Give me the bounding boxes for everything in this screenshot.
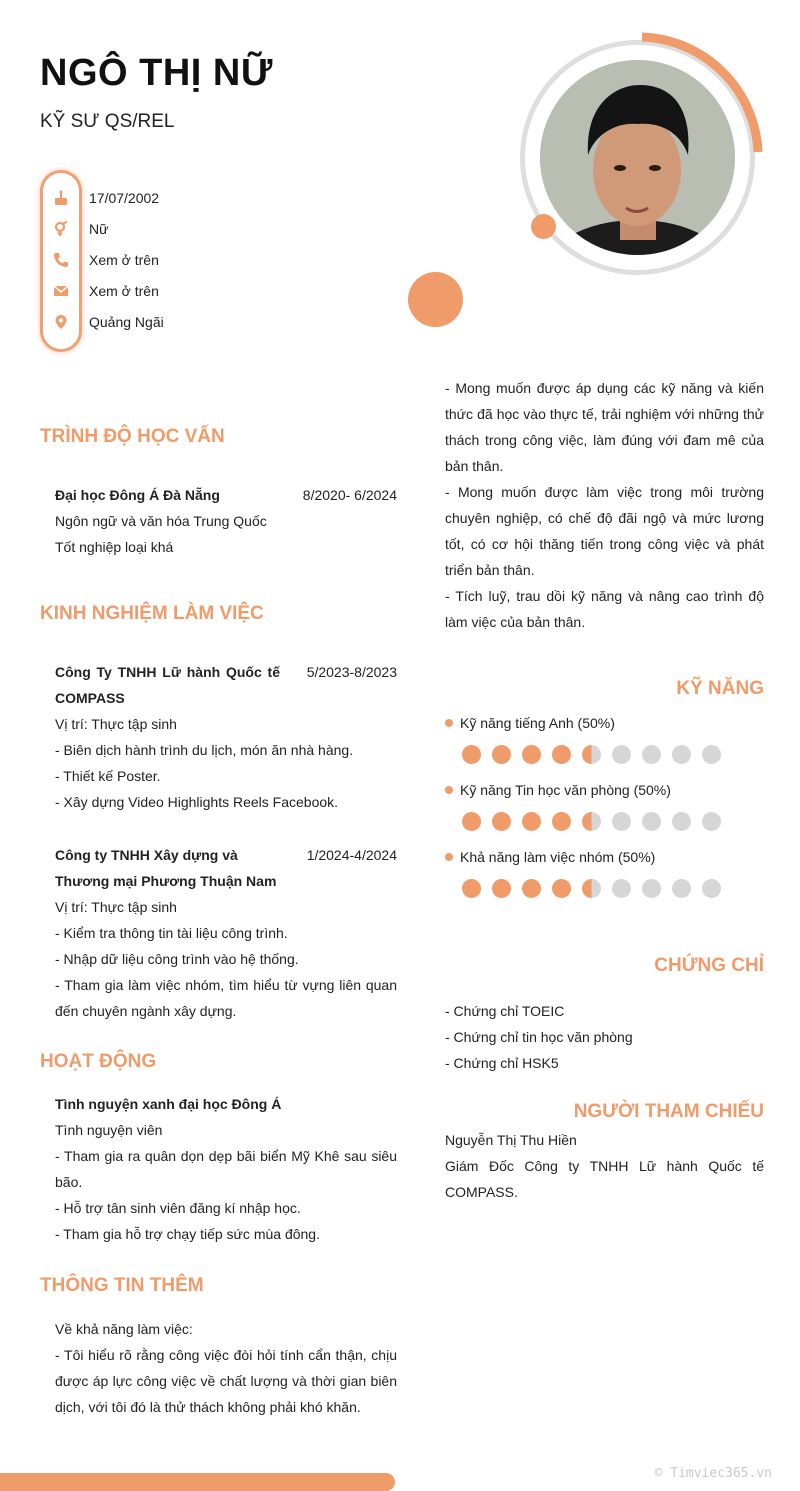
rating-dot [492, 745, 511, 764]
phone-icon [52, 251, 70, 269]
reference-entry [445, 1127, 764, 1205]
job-line: Vị trí: Thực tập sinh [55, 716, 177, 732]
rating-dot [582, 745, 601, 764]
bullet-icon [445, 853, 453, 861]
rating-dot [612, 745, 631, 764]
job-title: KỸ SƯ QS/REL [40, 111, 175, 132]
gender-icon [52, 220, 70, 238]
rating-dot [642, 745, 661, 764]
rating-dot [522, 812, 541, 831]
contact-gender [52, 213, 109, 244]
skill-label [445, 715, 615, 731]
rating-dot [552, 812, 571, 831]
rating-dot [702, 745, 721, 764]
decorative-dot [531, 214, 556, 239]
section-title-experience: KINH NGHIỆM LÀM VIỆC [40, 603, 264, 624]
rating-dot [612, 812, 631, 831]
activity-entry [55, 1091, 397, 1247]
decorative-dot [408, 272, 463, 327]
rating-dot [462, 812, 481, 831]
contact-email [52, 275, 159, 306]
skill-name: Kỹ năng Tin học văn phòng (50%) [460, 782, 671, 798]
education-line: Ngôn ngữ và văn hóa Trung Quốc [55, 513, 267, 529]
rating-dot [492, 879, 511, 898]
bullet-icon [445, 719, 453, 727]
job-line: - Xây dựng Video Highlights Reels Facebook. [55, 794, 339, 810]
avatar [540, 60, 735, 255]
bullet-icon [445, 786, 453, 794]
job-period: 5/2023-8/2023 [306, 664, 397, 680]
job-period: 1/2024-4/2024 [306, 847, 397, 863]
objective-paragraph: - Mong muốn được làm việc trong môi trường chuyên nghiệp, có chế độ đãi ngộ và mức lương tốt, có cơ hội thăng tiến trong công việc và phát triển bản thân. [445, 484, 764, 578]
activity-line: - Hỗ trợ tân sinh viên đăng kí nhập học. [55, 1200, 301, 1216]
activity-line: Tình nguyện viên [55, 1122, 163, 1138]
certificate-list [445, 998, 764, 1076]
skill-label [445, 782, 671, 798]
job-line: Vị trí: Thực tập sinh [55, 899, 177, 915]
skill-name: Khả năng làm việc nhóm (50%) [460, 849, 656, 865]
rating-dot [492, 812, 511, 831]
school-name: Đại học Đông Á Đà Nẵng [55, 487, 220, 503]
company-name: Công ty TNHH Xây dựng và Thương mại Phương Thuận Nam [55, 847, 277, 889]
education-entry [55, 482, 397, 560]
reference-position: Giám Đốc Công ty TNHH Lữ hành Quốc tế COMPASS. [445, 1158, 764, 1200]
job-entry [55, 842, 397, 1024]
company-name: Công Ty TNHH Lữ hành Quốc tế COMPASS [55, 664, 280, 706]
rating-dot [672, 879, 691, 898]
job-line: - Tham gia làm việc nhóm, tìm hiểu từ vựng liên quan đến chuyên ngành xây dựng. [55, 977, 397, 1019]
section-title-skills: KỸ NĂNG [676, 678, 764, 699]
contact-text: 17/07/2002 [89, 189, 160, 206]
rating-dot [612, 879, 631, 898]
more-info-line: - Tôi hiểu rõ rằng công việc đòi hỏi tính cẩn thận, chịu được áp lực công việc về chất lượng và thời gian biên dịch, với tôi đó là thử thách không phải khó khăn. [55, 1347, 397, 1415]
location-icon [52, 313, 70, 331]
contact-phone [52, 244, 159, 275]
rating-dot [672, 745, 691, 764]
contact-text: Quảng Ngãi [89, 313, 164, 330]
skill-name: Kỹ năng tiếng Anh (50%) [460, 715, 615, 731]
activity-line: - Tham gia hỗ trợ chạy tiếp sức mùa đông. [55, 1226, 320, 1242]
rating-dot [552, 745, 571, 764]
candidate-name: NGÔ THỊ NỮ [40, 52, 273, 94]
section-title-activities: HOẠT ĐỘNG [40, 1051, 157, 1072]
rating-dot [582, 879, 601, 898]
contact-location [52, 306, 164, 337]
certificate-item: - Chứng chỉ tin học văn phòng [445, 1029, 633, 1045]
rating-dot [522, 745, 541, 764]
section-title-certificates: CHỨNG CHỈ [654, 955, 764, 976]
job-line: - Nhập dữ liệu công trình vào hệ thống. [55, 951, 299, 967]
skill-rating [462, 879, 721, 898]
rating-dot [702, 879, 721, 898]
birthday-cake-icon [52, 189, 70, 207]
certificate-item: - Chứng chỉ TOEIC [445, 1003, 565, 1019]
skill-label [445, 849, 655, 865]
contact-text: Xem ở trên [89, 282, 159, 299]
certificate-item: - Chứng chỉ HSK5 [445, 1055, 559, 1071]
career-objective [445, 375, 764, 635]
rating-dot [522, 879, 541, 898]
activity-org: Tình nguyện xanh đại học Đông Á [55, 1096, 282, 1112]
activity-line: - Tham gia ra quân dọn dẹp bãi biển Mỹ Khê sau siêu bão. [55, 1148, 397, 1190]
watermark: © Timviec365.vn [654, 1466, 772, 1481]
more-info-entry [55, 1316, 397, 1420]
more-info-line: Về khả năng làm việc: [55, 1321, 193, 1337]
job-line: - Kiểm tra thông tin tài liệu công trình. [55, 925, 288, 941]
education-period: 8/2020- 6/2024 [302, 487, 397, 503]
rating-dot [552, 879, 571, 898]
section-title-reference: NGƯỜI THAM CHIẾU [573, 1101, 764, 1122]
rating-dot [582, 812, 601, 831]
job-entry [55, 659, 397, 815]
contact-text: Xem ở trên [89, 251, 159, 268]
objective-paragraph: - Tích luỹ, trau dồi kỹ năng và nâng cao trình độ làm việc của bản thân. [445, 588, 764, 630]
education-line: Tốt nghiệp loại khá [55, 539, 174, 555]
rating-dot [642, 812, 661, 831]
job-line: - Thiết kế Poster. [55, 768, 161, 784]
objective-paragraph: - Mong muốn được áp dụng các kỹ năng và kiến thức đã học vào thực tế, trải nghiệm với những thử thách trong công việc, làm đúng với đam mê của bản thân. [445, 380, 764, 474]
rating-dot [462, 879, 481, 898]
skill-rating [462, 812, 721, 831]
skill-rating [462, 745, 721, 764]
rating-dot [672, 812, 691, 831]
job-line: - Biên dịch hành trình du lịch, món ăn nhà hàng. [55, 742, 354, 758]
footer-accent-bar [0, 1473, 395, 1491]
reference-name: Nguyễn Thị Thu Hiền [445, 1132, 577, 1148]
email-icon [52, 282, 70, 300]
section-title-more-info: THÔNG TIN THÊM [40, 1275, 204, 1296]
section-title-education: TRÌNH ĐỘ HỌC VẤN [40, 426, 225, 447]
contact-text: Nữ [89, 220, 109, 237]
rating-dot [702, 812, 721, 831]
rating-dot [642, 879, 661, 898]
rating-dot [462, 745, 481, 764]
contact-birthday [52, 182, 160, 213]
